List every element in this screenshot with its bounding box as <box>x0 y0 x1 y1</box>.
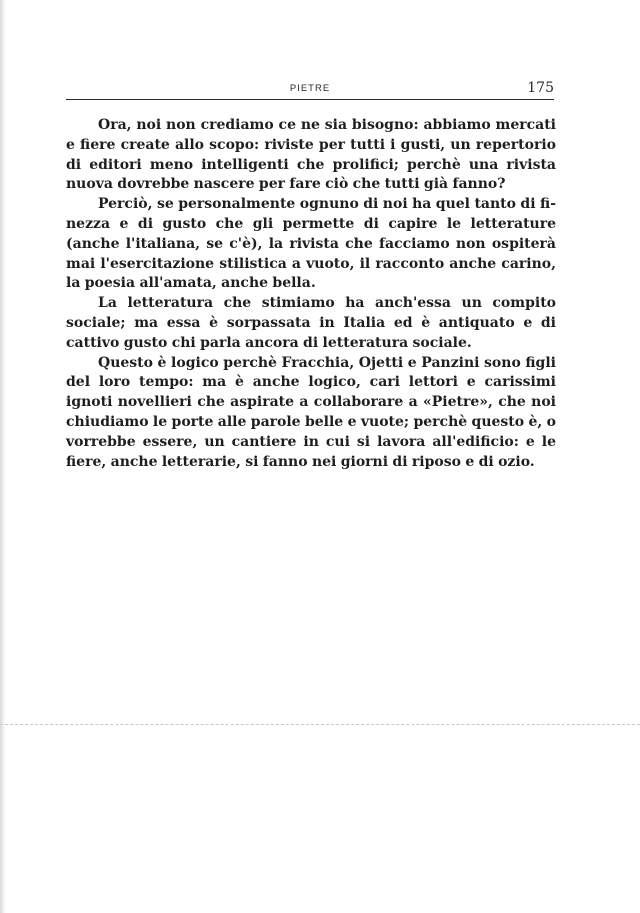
scan-left-edge <box>0 0 6 913</box>
paragraph-1: Ora, noi non crediamo ce ne sia bisogno: abbiamo mercati e fiere create allo scopo: riviste per tutti i gusti, un repertorio di editori meno intelligenti che prolifici; perchè una rivista nuova dovrebbe nascere per fare ciò che tutti già fanno? <box>66 117 556 193</box>
paragraph-3: La letteratura che stimiamo ha anch'essa un compito sociale; ma essa è sorpassata in Italia ed è antiquato e di cattivo gusto chi parla ancora di letteratura sociale. <box>66 295 556 351</box>
header-rule <box>66 99 554 100</box>
running-head <box>66 80 554 98</box>
running-title: PIETRE <box>289 83 331 94</box>
scan-artifact-line <box>0 724 640 725</box>
body-text <box>66 116 556 472</box>
paragraph-4: Questo è logico perchè Fracchia, Ojetti e Panzini sono figli del loro tempo: ma è anche logico, cari lettori e carissimi ignoti novellieri che aspirate a collaborare a «Pietre», che noi chiudiamo le porte alle parole belle e vuote; perchè questo è, o vorrebbe essere, un cantiere in cui si lavora all'edificio: e le fiere, anche letterarie, si fanno nei giorni di riposo e di ozio. <box>66 354 556 470</box>
page-number: 175 <box>527 80 554 96</box>
paragraph-2: Perciò, se personalmente ognuno di noi ha quel tanto di finezza e di gusto che gli permette di capire le letterature (anche l'italiana, se c'è), la rivista che facciamo non ospiterà mai l'esercitazione stilistica a vuoto, il racconto anche carino, la poesia all'amata, anche bella. <box>66 196 556 292</box>
